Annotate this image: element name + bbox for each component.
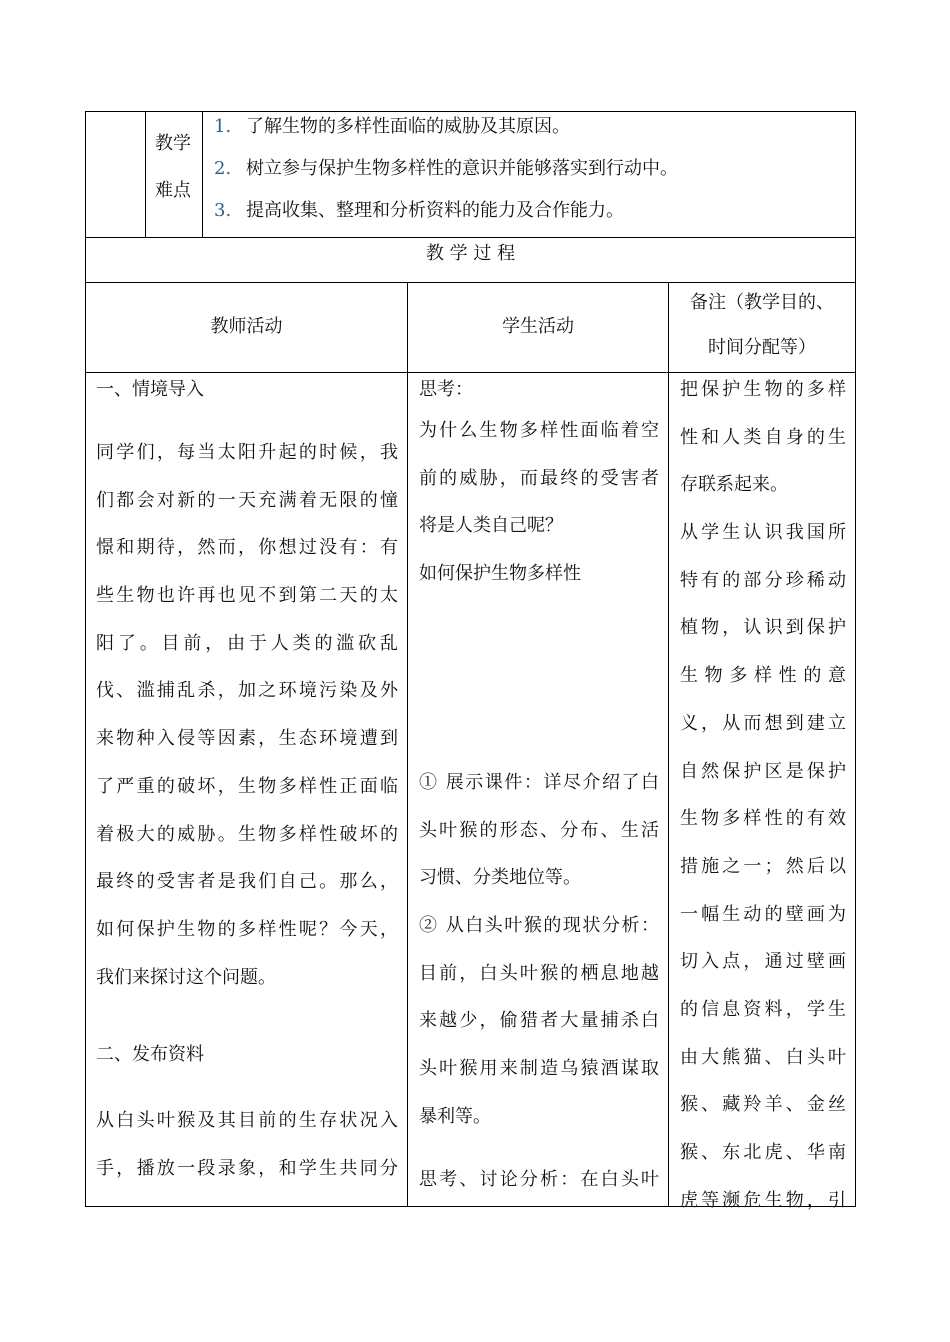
- paragraph-line: 习惯、分类地位等。: [419, 867, 581, 889]
- column-divider: [145, 111, 146, 238]
- process-title: 教 学 过 程: [425, 243, 516, 264]
- paragraph-line: 来物种入侵等因素，生态环境遭到: [96, 728, 398, 750]
- paragraph-line: 的信息资料，学生: [680, 998, 846, 1020]
- teacher-section1-title: 一、情境导入: [96, 379, 204, 400]
- paragraph-line: 憬和期待，然而，你想过没有：有: [96, 537, 398, 559]
- paragraph-line: 们都会对新的一天充满着无限的憧: [96, 489, 398, 511]
- column-divider: [407, 282, 408, 1207]
- paragraph-line: 从学生认识我国所: [680, 522, 846, 544]
- paragraph-line: 一幅生动的壁画为: [680, 903, 846, 925]
- paragraph-line: 些生物也许再也见不到第二天的太: [96, 585, 398, 607]
- paragraph-line: 了严重的破坏，生物多样性正面临: [96, 775, 398, 797]
- paragraph-line: ① 展示课件：详尽介绍了白: [419, 772, 659, 793]
- paragraph-line: 把保护生物的多样: [680, 379, 846, 400]
- paragraph-line: 着极大的威胁。生物多样性破坏的: [96, 823, 398, 845]
- student-activity-header: 学生活动: [502, 316, 574, 337]
- paragraph-line: 生物多样性的有效: [680, 808, 846, 830]
- paragraph-line: 目前，白头叶猴的栖息地越: [419, 962, 659, 984]
- paragraph-line: 暴利等。: [419, 1105, 491, 1127]
- remarks-paragraph: [680, 366, 846, 1224]
- difficulty-item-number: 2.: [214, 158, 232, 179]
- paragraph-line: 由大熊猫、白头叶: [680, 1046, 846, 1068]
- paragraph-line: 最终的受害者是我们自己。那么，: [96, 871, 398, 893]
- paragraph-line: 将是人类自己呢？: [419, 515, 563, 537]
- paragraph-line: 为什么生物多样性面临着空: [419, 420, 659, 441]
- paragraph-line: 如何保护生物多样性: [419, 563, 581, 585]
- teacher-section2-title: 二、发布资料: [96, 1044, 204, 1065]
- difficulty-item-text: 树立参与保护生物多样性的意识并能够落实到行动中。: [246, 158, 678, 179]
- paragraph-line: 从白头叶猴及其目前的生存状况入: [96, 1110, 398, 1131]
- remarks-header-line1: 备注（教学目的、: [690, 292, 834, 313]
- paragraph-line: 措施之一；然后以: [680, 855, 846, 877]
- paragraph-line: 猴、东北虎、华南: [680, 1142, 846, 1163]
- difficulty-item-number: 1.: [214, 116, 232, 137]
- paragraph-line: 前的威胁，而最终的受害者: [419, 467, 659, 489]
- student-think-label: 思考：: [419, 379, 473, 400]
- difficulty-label-line2: 难点: [155, 180, 191, 201]
- paragraph-line: 植物，认识到保护: [680, 617, 846, 639]
- difficulty-item-text: 了解生物的多样性面临的威胁及其原因。: [246, 116, 570, 137]
- paragraph-line: 如何保护生物的多样性呢？今天，: [96, 918, 398, 940]
- paragraph-line: ② 从白头叶猴的现状分析：: [419, 915, 659, 937]
- table-left-border: [85, 111, 86, 1207]
- paragraph-line: 自然保护区是保护: [680, 760, 846, 782]
- student-think-paragraph: [419, 407, 659, 598]
- paragraph-line: 义，从而想到建立: [680, 712, 846, 734]
- table-right-border: [855, 111, 856, 1207]
- column-divider: [668, 282, 669, 1207]
- paragraph-line: 同学们，每当太阳升起的时候，我: [96, 442, 398, 463]
- paragraph-line: 猴、藏羚羊、金丝: [680, 1094, 846, 1116]
- difficulty-item-text: 提高收集、整理和分析资料的能力及合作能力。: [246, 200, 624, 221]
- table-top-border: [85, 111, 856, 112]
- student-activity-paragraph: [419, 759, 659, 1141]
- paragraph-line: 虎等濒危生物，引: [680, 1189, 846, 1211]
- remarks-header-line2: 时间分配等）: [708, 337, 816, 358]
- paragraph-line: 头叶猴的形态、分布、生活: [419, 819, 659, 841]
- row-divider: [85, 237, 856, 238]
- difficulty-label-line1: 教学: [155, 133, 191, 154]
- teacher-section1-paragraph: [96, 429, 398, 1001]
- row-divider: [85, 282, 856, 283]
- paragraph-line: 切入点，通过壁画: [680, 951, 846, 973]
- student-discuss-line: 思考、讨论分析：在白头叶: [419, 1169, 659, 1190]
- paragraph-line: 存联系起来。: [680, 474, 788, 496]
- column-divider: [202, 111, 203, 238]
- paragraph-line: 生物多样性的意: [680, 665, 846, 687]
- paragraph-line: 特有的部分珍稀动: [680, 569, 846, 591]
- difficulty-item-number: 3.: [214, 200, 232, 221]
- paragraph-line: 头叶猴用来制造乌猿酒谋取: [419, 1058, 659, 1080]
- paragraph-line: 伐、滥捕乱杀，加之环境污染及外: [96, 680, 398, 702]
- paragraph-line: 性和人类自身的生: [680, 426, 846, 448]
- paragraph-line: 我们来探讨这个问题。: [96, 966, 276, 988]
- paragraph-line: 手，播放一段录象，和学生共同分: [96, 1157, 398, 1179]
- paragraph-line: 来越少，偷猎者大量捕杀白: [419, 1010, 659, 1032]
- paragraph-line: 阳了。目前，由于人类的滥砍乱: [96, 632, 398, 654]
- teacher-section2-paragraph: [96, 1097, 398, 1192]
- teacher-activity-header: 教师活动: [210, 316, 283, 337]
